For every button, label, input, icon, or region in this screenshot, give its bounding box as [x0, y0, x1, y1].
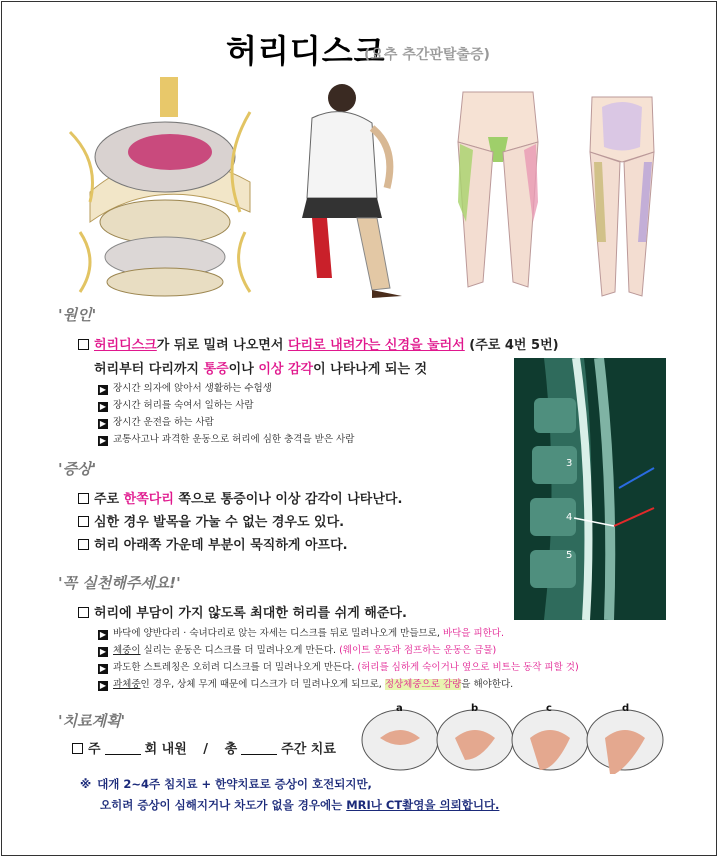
- practice-item: ▶ 과도한 스트레칭은 오히려 디스크를 더 밀려나오게 만든다. (허리를 심하게 숙이거나 옆으로 비트는 동작 피할 것): [99, 662, 579, 673]
- mri-graphic: [514, 358, 666, 620]
- practice-item: ▶ 체중이 실리는 운동은 디스크를 더 밀려나오게 만든다. (웨이트 운동과 점프하는 운동은 금물): [99, 645, 497, 656]
- disc-stage-label: b: [471, 703, 479, 714]
- mri-vertebra-label: 5: [566, 550, 573, 561]
- note-line-2: 오히려 증상이 심해지거나 차도가 없을 경우에는 MRI나 CT촬영을 의뢰합니다.: [100, 798, 500, 812]
- practice-main-line: 허리에 부담이 가지 않도록 최대한 허리를 쉬게 해준다.: [78, 602, 407, 621]
- symptom-line: 심한 경우 발목을 가눌 수 없는 경우도 있다.: [78, 511, 344, 530]
- arrow-right-icon: ▶: [99, 681, 107, 690]
- visits-blank[interactable]: [105, 742, 141, 755]
- plan-heading: '치료계획': [58, 712, 126, 730]
- cause-item: ▶ 교통사고나 과격한 운동으로 허리에 심한 충격을 받은 사람: [99, 434, 355, 445]
- practice-item: ▶ 과체중인 경우, 상체 무게 때문에 디스크가 더 밀려나오게 되므로, 정상체중으로 감량을 해야한다.: [99, 679, 514, 690]
- symptom-line: 주로 한쪽다리 쪽으로 통증이나 이상 감각이 나타난다.: [78, 488, 402, 507]
- mri-vertebra-label: 4: [566, 512, 573, 523]
- cause-nerve-text: 다리로 내려가는 신경을 눌러서: [287, 338, 465, 353]
- checkbox-icon: [78, 339, 89, 350]
- man-back-pain-illustration: [272, 78, 422, 303]
- checkbox-icon: [78, 607, 89, 618]
- symptom-line: 허리 아래쪽 가운데 부분이 묵직하게 아프다.: [78, 534, 348, 553]
- cause-term: 허리디스크: [94, 338, 157, 353]
- arrow-right-icon: ▶: [99, 664, 107, 673]
- disc-stage-label: a: [396, 703, 403, 714]
- practice-heading: '꼭 실천해주세요!': [58, 574, 181, 592]
- arrow-right-icon: ▶: [99, 419, 107, 428]
- mri-vertebra-label: 3: [566, 458, 573, 469]
- checkbox-icon: [78, 493, 89, 504]
- arrow-right-icon: ▶: [99, 402, 107, 411]
- cause-item: ▶ 장시간 허리를 숙여서 일하는 사람: [99, 400, 254, 411]
- arrow-right-icon: ▶: [99, 436, 107, 445]
- spine-disc-illustration: [60, 72, 265, 297]
- weeks-blank[interactable]: [241, 742, 277, 755]
- leg-nerve-front-illustration: [438, 82, 558, 297]
- symptom-heading: '증상': [58, 460, 97, 478]
- spine-mri-image: [514, 358, 666, 620]
- disc-stage-label: c: [546, 703, 552, 714]
- arrow-right-icon: ▶: [99, 385, 107, 394]
- plan-line: 주 회 내원 / 총 주간 치료: [72, 738, 336, 757]
- arrow-right-icon: ▶: [99, 647, 107, 656]
- arrow-right-icon: ▶: [99, 630, 107, 639]
- checkbox-icon: [72, 743, 83, 754]
- cause-main-line: 허리디스크가 뒤로 밀려 나오면서 다리로 내려가는 신경을 눌러서 (주로 4번 5번): [78, 334, 559, 353]
- practice-item: ▶ 바닥에 양반다리 · 숙녀다리로 앉는 자세는 디스크를 뒤로 밀려나오게 만들므로, 바닥을 피한다.: [99, 628, 505, 639]
- checkbox-icon: [78, 516, 89, 527]
- cause-sub-line: 허리부터 다리까지 통증이나 이상 감각이 나타나게 되는 것: [94, 362, 428, 377]
- cause-item: ▶ 장시간 운전을 하는 사람: [99, 417, 214, 428]
- cause-heading: '원인': [58, 306, 97, 324]
- checkbox-icon: [78, 539, 89, 550]
- leg-nerve-back-illustration: [582, 92, 662, 302]
- page-subtitle: (요추 추간판탈출증): [364, 47, 490, 63]
- note-line-1: ※ 대개 2~4주 침치료 + 한약치료로 증상이 호전되지만,: [80, 777, 372, 791]
- page-title: 허리디스크: [226, 32, 386, 70]
- cause-item: ▶ 장시간 의자에 앉아서 생활하는 수험생: [99, 383, 272, 394]
- disc-stage-label: d: [622, 703, 630, 714]
